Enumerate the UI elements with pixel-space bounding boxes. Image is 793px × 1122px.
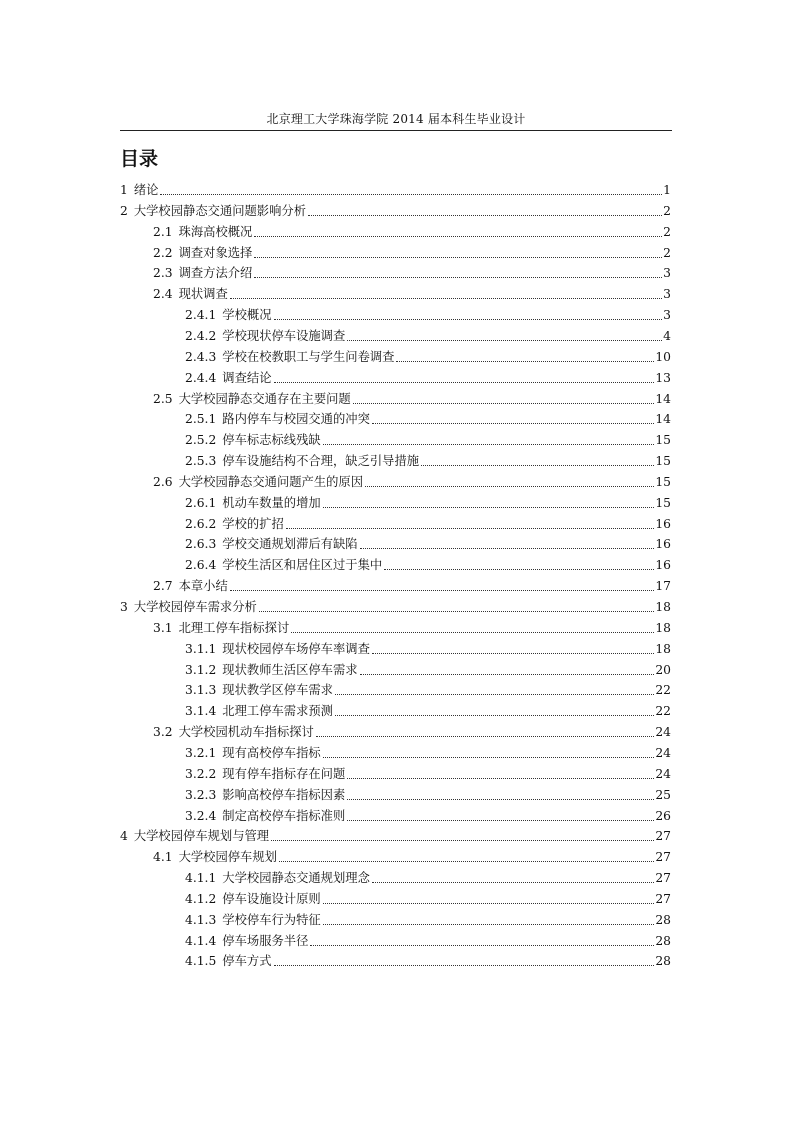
toc-entry-number: 3.2.3 bbox=[185, 787, 217, 802]
toc-entry-page: 27 bbox=[655, 891, 671, 906]
toc-entry[interactable] bbox=[185, 783, 671, 804]
toc-dot-leader bbox=[360, 548, 655, 549]
toc-entry-title: 学校交通规划滞后有缺陷 bbox=[222, 537, 358, 552]
toc-entry-title: 现有停车指标存在问题 bbox=[222, 766, 346, 781]
toc-entry-number: 2.4.3 bbox=[185, 349, 217, 364]
toc-entry-title: 调查方法介绍 bbox=[178, 266, 253, 281]
toc-entry-page: 15 bbox=[655, 454, 671, 469]
toc-entry-number: 2.5 bbox=[153, 391, 173, 406]
toc-entry-page: 18 bbox=[655, 620, 671, 635]
toc-entry-page: 10 bbox=[655, 349, 671, 364]
toc-entry-page: 22 bbox=[655, 683, 671, 698]
toc-dot-leader bbox=[335, 694, 654, 695]
toc-entry-number: 3.1.4 bbox=[185, 704, 217, 719]
toc-entry-title: 现状教师生活区停车需求 bbox=[222, 662, 358, 677]
toc-entry[interactable] bbox=[185, 366, 671, 387]
toc-entry[interactable] bbox=[153, 241, 671, 262]
toc-dot-leader bbox=[254, 257, 662, 258]
toc-entry-title: 绪论 bbox=[133, 183, 159, 197]
toc-entry[interactable] bbox=[185, 658, 671, 679]
toc-entry-page: 14 bbox=[655, 412, 671, 427]
toc-entry-number: 2.6.1 bbox=[185, 495, 217, 510]
toc-entry[interactable] bbox=[185, 553, 671, 574]
toc-dot-leader bbox=[365, 486, 654, 487]
toc-entry-page: 27 bbox=[655, 850, 671, 865]
toc-entry-number: 2.6.3 bbox=[185, 537, 217, 552]
toc-entry-page: 2 bbox=[663, 203, 671, 218]
toc-entry[interactable] bbox=[153, 720, 671, 741]
toc-entry[interactable] bbox=[185, 887, 671, 908]
toc-entry-number: 4.1.2 bbox=[185, 891, 217, 906]
toc-entry-page: 28 bbox=[655, 912, 671, 927]
toc-entry[interactable] bbox=[185, 345, 671, 366]
toc-dot-leader bbox=[323, 444, 655, 445]
toc-entry-title: 北理工停车指标探讨 bbox=[178, 620, 290, 635]
toc-entry-title: 停车标志标线残缺 bbox=[222, 433, 321, 448]
toc-entry[interactable] bbox=[153, 574, 671, 595]
toc-entry-page: 26 bbox=[655, 808, 671, 823]
toc-entry-number: 3.2.2 bbox=[185, 766, 217, 781]
header-rule bbox=[120, 130, 672, 131]
toc-dot-leader bbox=[160, 194, 662, 195]
toc-title: 目录 bbox=[120, 148, 159, 170]
toc-entry[interactable] bbox=[153, 470, 671, 491]
toc-entry[interactable] bbox=[153, 220, 671, 241]
toc-dot-leader bbox=[254, 277, 662, 278]
toc-entry-page: 16 bbox=[655, 537, 671, 552]
toc-entry-number: 2.3 bbox=[153, 266, 173, 281]
toc-entry-number: 4 bbox=[120, 829, 128, 844]
toc-dot-leader bbox=[316, 736, 655, 737]
toc-dot-leader bbox=[310, 945, 654, 946]
toc-entry-number: 3.2 bbox=[153, 725, 173, 740]
toc-dot-leader bbox=[372, 653, 654, 654]
toc-entry[interactable] bbox=[185, 949, 671, 970]
toc-dot-leader bbox=[279, 861, 654, 862]
toc-dot-leader bbox=[271, 840, 654, 841]
toc-dot-leader bbox=[230, 298, 662, 299]
toc-entry-title: 停车设施设计原则 bbox=[222, 891, 321, 906]
toc-entry-number: 2.6.2 bbox=[185, 516, 217, 531]
toc-entry-number: 2.5.3 bbox=[185, 454, 217, 469]
toc-entry-number: 4.1.1 bbox=[185, 871, 217, 886]
toc-entry-number: 3.1.1 bbox=[185, 641, 217, 656]
toc-dot-leader bbox=[323, 924, 655, 925]
toc-entry-page: 16 bbox=[655, 558, 671, 573]
toc-entry-title: 大学校园停车规划与管理 bbox=[133, 829, 270, 844]
toc-entry-title: 学校生活区和居住区过于集中 bbox=[222, 558, 383, 573]
toc-entry-title: 现状校园停车场停车率调查 bbox=[222, 641, 370, 656]
toc-entry-number: 4.1.4 bbox=[185, 933, 217, 948]
toc-entry-page: 15 bbox=[655, 474, 671, 489]
toc-entry[interactable] bbox=[120, 824, 671, 845]
toc-entry-page: 28 bbox=[655, 933, 671, 948]
toc-entry-page: 24 bbox=[655, 725, 671, 740]
toc-entry[interactable] bbox=[185, 637, 671, 658]
toc-entry-number: 2.2 bbox=[153, 245, 173, 260]
toc-dot-leader bbox=[353, 403, 655, 404]
toc-dot-leader bbox=[360, 674, 655, 675]
toc-dot-leader bbox=[347, 778, 654, 779]
toc-entry-page: 28 bbox=[655, 954, 671, 969]
toc-entry[interactable] bbox=[120, 595, 671, 616]
toc-dot-leader bbox=[372, 423, 654, 424]
toc-dot-leader bbox=[308, 215, 662, 216]
toc-entry[interactable] bbox=[153, 261, 671, 282]
toc-entry-title: 机动车数量的增加 bbox=[222, 495, 321, 510]
toc-entry-page: 14 bbox=[655, 391, 671, 406]
toc-entry[interactable] bbox=[185, 908, 671, 929]
toc-entry-title: 学校现状停车设施调查 bbox=[222, 328, 346, 343]
toc-entry-title: 大学校园机动车指标探讨 bbox=[178, 725, 314, 740]
toc-dot-leader bbox=[230, 590, 655, 591]
toc-entry-title: 影响高校停车指标因素 bbox=[222, 787, 346, 802]
toc-entry[interactable] bbox=[185, 449, 671, 470]
toc-entry-title: 北理工停车需求预测 bbox=[222, 704, 333, 719]
toc-entry-number: 3.2.1 bbox=[185, 745, 217, 760]
toc-entry-title: 学校在校教职工与学生问卷调查 bbox=[222, 349, 395, 364]
toc-entry[interactable] bbox=[185, 804, 671, 825]
toc-entry-title: 停车方式 bbox=[222, 954, 272, 969]
toc-entry-number: 2.4.4 bbox=[185, 370, 217, 385]
toc-entry-number: 4.1.5 bbox=[185, 954, 217, 969]
toc-entry-page: 25 bbox=[655, 787, 671, 802]
toc-entry-title: 停车设施结构不合理，缺乏引导措施 bbox=[222, 454, 420, 469]
toc-entry-title: 现状调查 bbox=[178, 287, 228, 302]
toc-entry-title: 学校停车行为特征 bbox=[222, 912, 321, 927]
toc-entry[interactable] bbox=[120, 178, 671, 199]
toc-entry[interactable] bbox=[153, 387, 671, 408]
toc-entry-page: 15 bbox=[655, 433, 671, 448]
toc-dot-leader bbox=[372, 882, 654, 883]
toc-dot-leader bbox=[274, 319, 663, 320]
toc-entry[interactable] bbox=[185, 512, 671, 533]
toc-entry-page: 2 bbox=[663, 245, 671, 260]
toc-dot-leader bbox=[421, 465, 654, 466]
toc-entry-number: 2.5.1 bbox=[185, 412, 217, 427]
toc-entry[interactable] bbox=[185, 762, 671, 783]
toc-dot-leader bbox=[274, 382, 655, 383]
toc-entry-number: 2 bbox=[120, 203, 128, 218]
toc-dot-leader bbox=[347, 799, 654, 800]
toc-entry-page: 2 bbox=[663, 224, 671, 239]
toc-entry-page: 1 bbox=[663, 183, 671, 197]
toc-entry-title: 本章小结 bbox=[178, 579, 228, 594]
toc-entry-page: 18 bbox=[655, 600, 671, 614]
toc-entry[interactable] bbox=[185, 866, 671, 887]
toc-dot-leader bbox=[254, 236, 662, 237]
toc-entry-page: 24 bbox=[655, 766, 671, 781]
toc-entry[interactable] bbox=[185, 929, 671, 950]
toc-entry[interactable] bbox=[185, 428, 671, 449]
page-header: 北京理工大学珠海学院 2014 届本科生毕业设计 bbox=[266, 112, 526, 126]
toc-entry-title: 大学校园停车需求分析 bbox=[133, 600, 257, 614]
toc-entry-number: 2.6 bbox=[153, 474, 173, 489]
toc-dot-leader bbox=[323, 507, 655, 508]
toc-entry-page: 27 bbox=[655, 829, 671, 844]
toc-entry-title: 大学校园静态交通问题影响分析 bbox=[133, 203, 306, 218]
toc-dot-leader bbox=[291, 632, 654, 633]
toc-entry-title: 学校概况 bbox=[222, 308, 272, 323]
toc-entry-page: 3 bbox=[663, 266, 671, 281]
toc-entry-number: 2.5.2 bbox=[185, 433, 217, 448]
toc-entry-title: 大学校园静态交通存在主要问题 bbox=[178, 391, 351, 406]
toc-entry-number: 2.1 bbox=[153, 224, 173, 239]
toc-entry[interactable] bbox=[185, 303, 671, 324]
toc-entry-number: 2.4.1 bbox=[185, 308, 217, 323]
toc-entry-number: 2.4 bbox=[153, 287, 173, 302]
toc-entry-page: 27 bbox=[655, 871, 671, 886]
toc-entry[interactable] bbox=[185, 741, 671, 762]
toc-entry-number: 3.2.4 bbox=[185, 808, 217, 823]
toc-dot-leader bbox=[323, 903, 655, 904]
toc-entry-page: 3 bbox=[663, 308, 671, 323]
toc-entry-title: 现有高校停车指标 bbox=[222, 745, 321, 760]
toc-entry[interactable] bbox=[153, 282, 671, 303]
toc-entry[interactable] bbox=[153, 845, 671, 866]
toc-entry-number: 2.7 bbox=[153, 579, 173, 594]
toc-entry[interactable] bbox=[185, 491, 671, 512]
toc-entry-title: 大学校园停车规划 bbox=[178, 850, 277, 865]
toc-entry-title: 现状教学区停车需求 bbox=[222, 683, 333, 698]
toc-dot-leader bbox=[274, 965, 655, 966]
toc-entry[interactable] bbox=[185, 678, 671, 699]
toc-entry-page: 13 bbox=[655, 370, 671, 385]
toc-entry-title: 调查对象选择 bbox=[178, 245, 253, 260]
toc-dot-leader bbox=[396, 361, 654, 362]
toc-entry-number: 2.4.2 bbox=[185, 328, 217, 343]
toc-entry-number: 3 bbox=[120, 600, 128, 614]
toc-entry-page: 18 bbox=[655, 641, 671, 656]
toc-entry-title: 停车场服务半径 bbox=[222, 933, 309, 948]
toc-entry-title: 大学校园静态交通问题产生的原因 bbox=[178, 474, 364, 489]
toc-entry[interactable] bbox=[185, 532, 671, 553]
toc-entry-number: 3.1 bbox=[153, 620, 173, 635]
toc-entry-number: 3.1.2 bbox=[185, 662, 217, 677]
toc-dot-leader bbox=[347, 820, 654, 821]
toc-entry[interactable] bbox=[153, 616, 671, 637]
toc-entry-page: 22 bbox=[655, 704, 671, 719]
toc-dot-leader bbox=[286, 528, 655, 529]
toc-dot-leader bbox=[384, 569, 654, 570]
toc-entry-number: 4.1.3 bbox=[185, 912, 217, 927]
toc-entry[interactable] bbox=[120, 199, 671, 220]
toc-entry-number: 4.1 bbox=[153, 850, 173, 865]
toc-entry[interactable] bbox=[185, 324, 671, 345]
toc-entry-page: 15 bbox=[655, 495, 671, 510]
toc-entry-page: 20 bbox=[655, 662, 671, 677]
toc-dot-leader bbox=[323, 757, 655, 758]
toc-entry-title: 路内停车与校园交通的冲突 bbox=[222, 412, 370, 427]
toc-entry-page: 16 bbox=[655, 516, 671, 531]
toc-entry-title: 学校的扩招 bbox=[222, 516, 284, 531]
toc-entry-page: 4 bbox=[663, 328, 671, 343]
toc-dot-leader bbox=[347, 340, 662, 341]
toc-entry-page: 17 bbox=[655, 579, 671, 594]
toc-entry-page: 24 bbox=[655, 745, 671, 760]
toc-entry-title: 珠海高校概况 bbox=[178, 224, 253, 239]
toc-dot-leader bbox=[335, 715, 654, 716]
toc-entry-number: 1 bbox=[120, 183, 128, 197]
toc-dot-leader bbox=[259, 611, 655, 612]
toc-entry[interactable] bbox=[185, 407, 671, 428]
toc-entry[interactable] bbox=[185, 699, 671, 720]
toc-entry-title: 调查结论 bbox=[222, 370, 272, 385]
toc-entry-page: 3 bbox=[663, 287, 671, 302]
toc-entry-title: 制定高校停车指标准则 bbox=[222, 808, 346, 823]
toc-entry-number: 2.6.4 bbox=[185, 558, 217, 573]
toc-entry-title: 大学校园静态交通规划理念 bbox=[222, 871, 370, 886]
toc-entry-number: 3.1.3 bbox=[185, 683, 217, 698]
